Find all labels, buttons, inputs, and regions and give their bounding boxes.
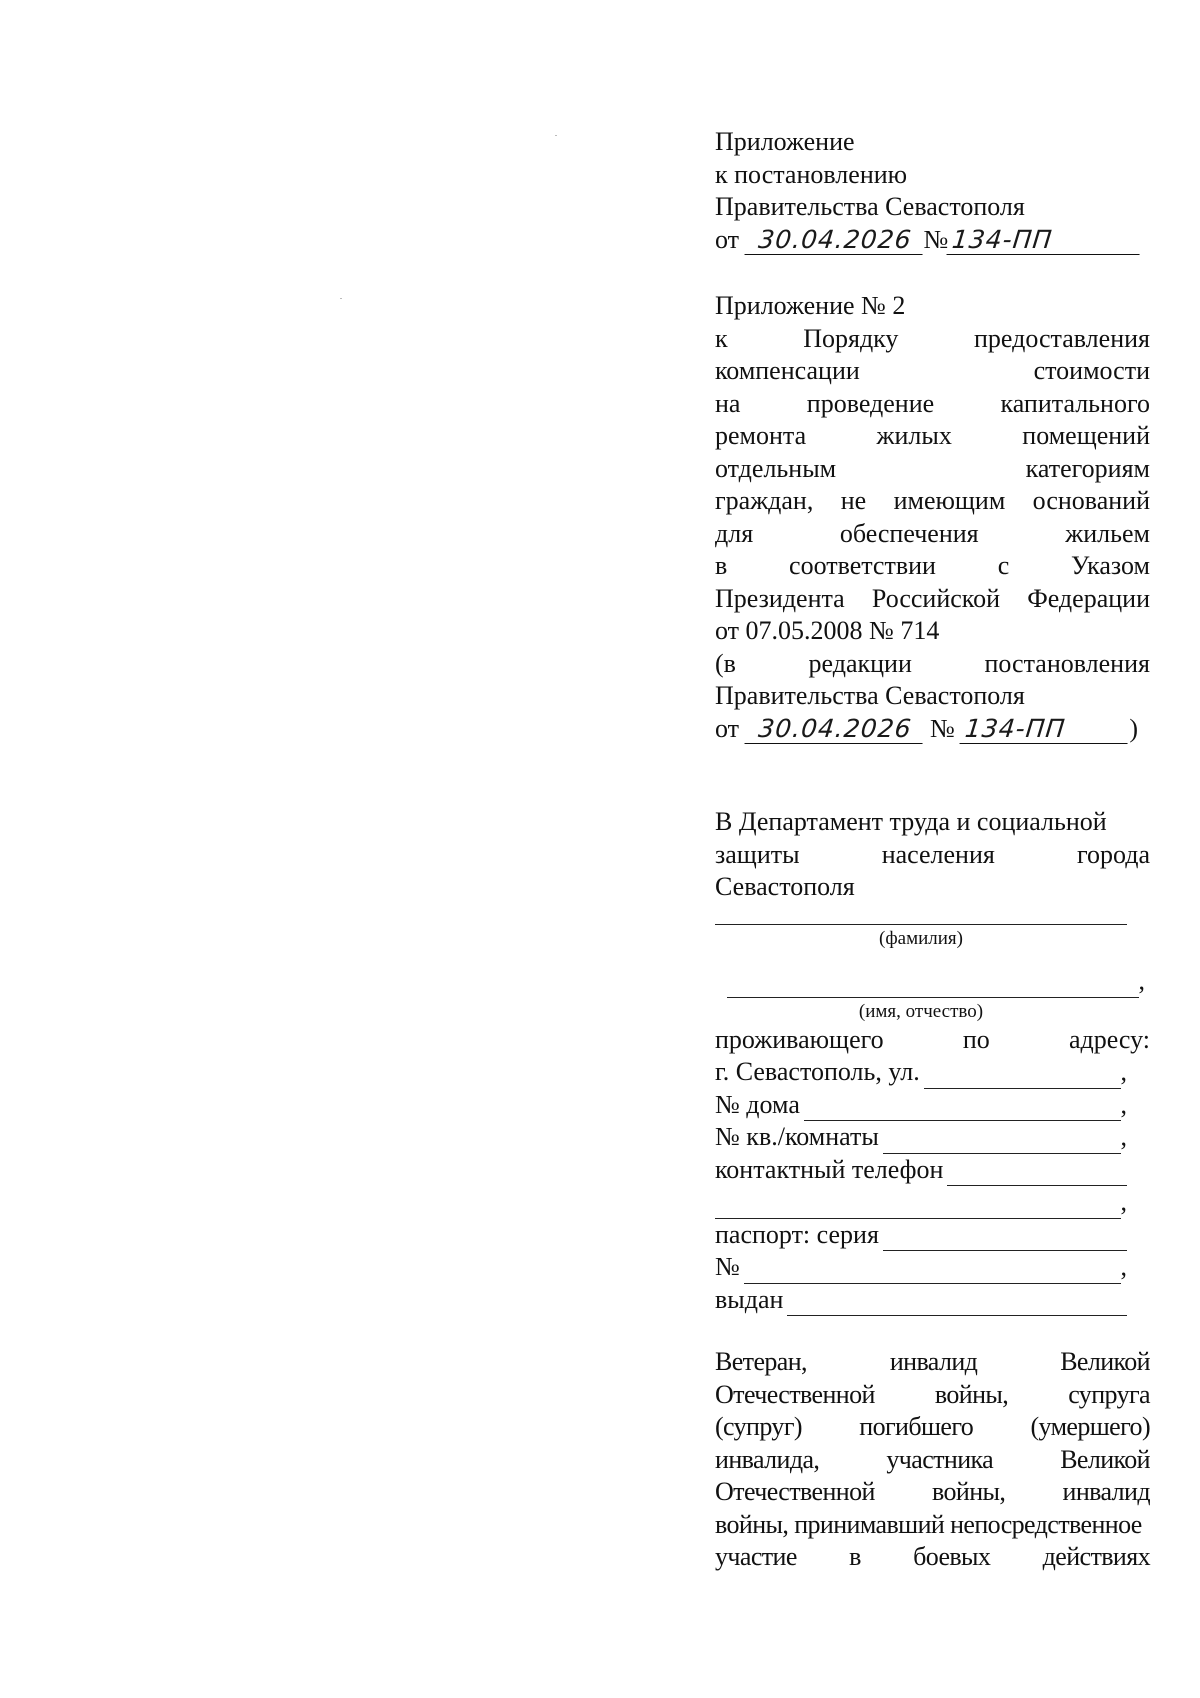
appendix-line bbox=[715, 518, 1150, 551]
edition-date-line bbox=[715, 713, 1150, 746]
category-line-word: участие bbox=[715, 1542, 797, 1571]
category-line-word: Отечественной bbox=[715, 1379, 875, 1409]
appendix-line-word: в bbox=[715, 551, 728, 580]
residing-line bbox=[715, 1024, 1150, 1057]
appendix-line-word: для bbox=[715, 518, 754, 548]
scan-speck bbox=[340, 298, 342, 299]
surname-blank[interactable] bbox=[715, 922, 1127, 925]
category-line-word: инвалид bbox=[889, 1347, 978, 1376]
addressee-word: населения bbox=[881, 839, 995, 869]
issued-blank[interactable] bbox=[787, 1293, 1127, 1316]
appendix-line-word: проведение bbox=[806, 388, 935, 418]
edition-line-1 bbox=[715, 648, 1150, 681]
appendix-line-word: Указом bbox=[1071, 551, 1150, 580]
category-line bbox=[715, 1541, 1150, 1574]
date-prefix: от bbox=[715, 713, 740, 743]
appendix-line-word: капитального bbox=[1000, 388, 1150, 418]
scan-speck bbox=[555, 135, 557, 136]
passport-series-line bbox=[715, 1219, 1127, 1252]
appendix-line bbox=[715, 323, 1150, 356]
category-line-word: погибшего bbox=[859, 1412, 974, 1441]
appendix-line-word: не bbox=[840, 486, 867, 515]
category-line-word: в bbox=[849, 1542, 861, 1571]
addressee-word: города bbox=[1076, 839, 1150, 869]
header-date-line bbox=[715, 224, 1150, 257]
apartment-line bbox=[715, 1121, 1127, 1154]
category-line-word: Ветеран, bbox=[715, 1347, 807, 1376]
appendix-line-word: жилых bbox=[876, 421, 952, 450]
apartment-blank[interactable] bbox=[883, 1131, 1121, 1154]
category-line bbox=[715, 1509, 1150, 1542]
residing-word: проживающего bbox=[715, 1024, 884, 1054]
category-line-word: (умершего) bbox=[1030, 1412, 1150, 1441]
category-line bbox=[715, 1476, 1150, 1509]
category-line-word: войны, bbox=[934, 1379, 1009, 1409]
house-line bbox=[715, 1089, 1127, 1122]
addressee-word: защиты bbox=[715, 839, 800, 869]
appendix-block bbox=[715, 290, 1150, 745]
category-line-word: инвалид bbox=[1062, 1477, 1150, 1506]
category-line-word: супруга bbox=[1068, 1379, 1150, 1409]
category-line-word: участника bbox=[886, 1444, 994, 1474]
appendix-line-word: Федерации bbox=[1027, 583, 1150, 613]
comma: , bbox=[1120, 1057, 1127, 1086]
appendix-line bbox=[715, 550, 1150, 583]
phone-blank[interactable] bbox=[947, 1163, 1127, 1186]
appendix-line-word: Порядку bbox=[803, 323, 899, 353]
surname-caption: (фамилия) bbox=[879, 928, 963, 949]
house-blank[interactable] bbox=[804, 1098, 1121, 1121]
appendix-line-word: оснований bbox=[1032, 486, 1150, 515]
addressee-block bbox=[715, 806, 1150, 904]
appendix-line bbox=[715, 485, 1150, 518]
residing-word: по bbox=[962, 1024, 990, 1054]
applicant-block bbox=[715, 906, 1150, 1316]
appendix-title: Приложение № 2 bbox=[715, 291, 906, 320]
appendix-line-word: соответствии bbox=[789, 551, 936, 580]
comma: , bbox=[1120, 1089, 1127, 1119]
addressee-line-2 bbox=[715, 839, 1150, 872]
category-block bbox=[715, 1346, 1150, 1574]
handwritten-date: 30.04.2026 bbox=[744, 715, 925, 744]
phone-label: контактный телефон bbox=[715, 1154, 944, 1184]
header-line-2: к постановлению bbox=[715, 159, 908, 189]
appendix-line bbox=[715, 355, 1150, 388]
number-prefix: № bbox=[923, 224, 949, 254]
category-line bbox=[715, 1411, 1150, 1444]
header-line-3: Правительства Севастополя bbox=[715, 192, 1025, 221]
category-line-word: Великой bbox=[1060, 1444, 1150, 1474]
header-block bbox=[715, 126, 1150, 256]
appendix-line-word: граждан, bbox=[715, 486, 814, 515]
category-line bbox=[715, 1346, 1150, 1379]
comma: , bbox=[1120, 1122, 1127, 1151]
appendix-line-word: ремонта bbox=[715, 421, 807, 450]
appendix-line-word: помещений bbox=[1022, 421, 1150, 450]
apartment-label: № кв./комнаты bbox=[715, 1122, 879, 1151]
edition-word: (в bbox=[715, 648, 736, 678]
category-line-word: инвалида, bbox=[715, 1444, 820, 1474]
category-line-word: боевых bbox=[913, 1542, 991, 1571]
issued-line bbox=[715, 1284, 1127, 1317]
appendix-line bbox=[715, 420, 1150, 453]
residing-word: адресу: bbox=[1068, 1024, 1150, 1054]
appendix-line-word: с bbox=[997, 551, 1010, 580]
appendix-line-word: категориям bbox=[1025, 453, 1150, 483]
passport-number-line bbox=[715, 1251, 1127, 1284]
phone-line bbox=[715, 1154, 1127, 1187]
category-line-word: Отечественной bbox=[715, 1477, 875, 1506]
handwritten-number: 134-ПП bbox=[960, 715, 1131, 744]
street-blank[interactable] bbox=[924, 1066, 1121, 1089]
house-label: № дома bbox=[715, 1089, 800, 1119]
passport-number-blank[interactable] bbox=[744, 1261, 1121, 1284]
appendix-line-word: отдельным bbox=[715, 453, 837, 483]
appendix-line-word: имеющим bbox=[893, 486, 1006, 515]
passport-series-blank[interactable] bbox=[883, 1228, 1127, 1251]
category-line-word: действиях bbox=[1042, 1542, 1150, 1571]
appendix-text bbox=[715, 323, 1150, 616]
appendix-line bbox=[715, 453, 1150, 486]
edition-word: постановления bbox=[984, 648, 1150, 678]
category-line-word: войны, принимавший непосредственное bbox=[715, 1509, 1142, 1539]
handwritten-date: 30.04.2026 bbox=[744, 226, 925, 255]
street-line bbox=[715, 1056, 1127, 1089]
name-field bbox=[715, 951, 1150, 1024]
appendix-line-word: к bbox=[715, 323, 728, 353]
appendix-line-word: обеспечения bbox=[839, 518, 979, 548]
edition-word: редакции bbox=[808, 648, 912, 678]
appendix-line bbox=[715, 583, 1150, 616]
appendix-line-word: жильем bbox=[1065, 518, 1150, 548]
street-label: г. Севастополь, ул. bbox=[715, 1057, 920, 1086]
category-line-word: войны, bbox=[932, 1477, 1006, 1506]
issued-label: выдан bbox=[715, 1284, 784, 1314]
comma: , bbox=[1138, 966, 1145, 995]
category-line bbox=[715, 1379, 1150, 1412]
appendix-line-word: на bbox=[715, 388, 741, 418]
passport-series-label: паспорт: серия bbox=[715, 1219, 879, 1249]
number-prefix: № bbox=[930, 713, 955, 743]
edition-line-2: Правительства Севастополя bbox=[715, 681, 1025, 710]
category-line-word: Великой bbox=[1060, 1347, 1150, 1376]
appendix-line-word: предоставления bbox=[974, 323, 1150, 353]
decree-line: от 07.05.2008 № 714 bbox=[715, 616, 940, 645]
addressee-line-3: Севастополя bbox=[715, 872, 855, 901]
name-blank[interactable] bbox=[727, 995, 1139, 998]
phone-blank-2[interactable] bbox=[715, 1196, 1121, 1219]
appendix-line bbox=[715, 388, 1150, 421]
appendix-line-word: компенсации bbox=[715, 356, 860, 385]
name-caption: (имя, отчество) bbox=[858, 1000, 984, 1022]
category-line bbox=[715, 1444, 1150, 1477]
passport-number-label: № bbox=[715, 1252, 740, 1281]
category-line-word: (супруг) bbox=[715, 1412, 802, 1441]
comma: , bbox=[1120, 1187, 1127, 1216]
appendix-line-word: Российской bbox=[871, 583, 1001, 613]
phone-line-2 bbox=[715, 1186, 1127, 1219]
header-line-1: Приложение bbox=[715, 127, 855, 156]
appendix-line-word: Президента bbox=[715, 583, 845, 613]
comma: , bbox=[1120, 1252, 1127, 1281]
appendix-line-word: стоимости bbox=[1033, 356, 1150, 385]
date-prefix: от bbox=[715, 224, 740, 254]
name-line bbox=[715, 965, 1145, 998]
addressee-line-1: В Департамент труда и социальной bbox=[715, 807, 1107, 836]
closing-parenthesis: ) bbox=[1129, 713, 1139, 743]
handwritten-number: 134-ПП bbox=[947, 226, 1143, 255]
surname-field bbox=[715, 906, 1150, 951]
